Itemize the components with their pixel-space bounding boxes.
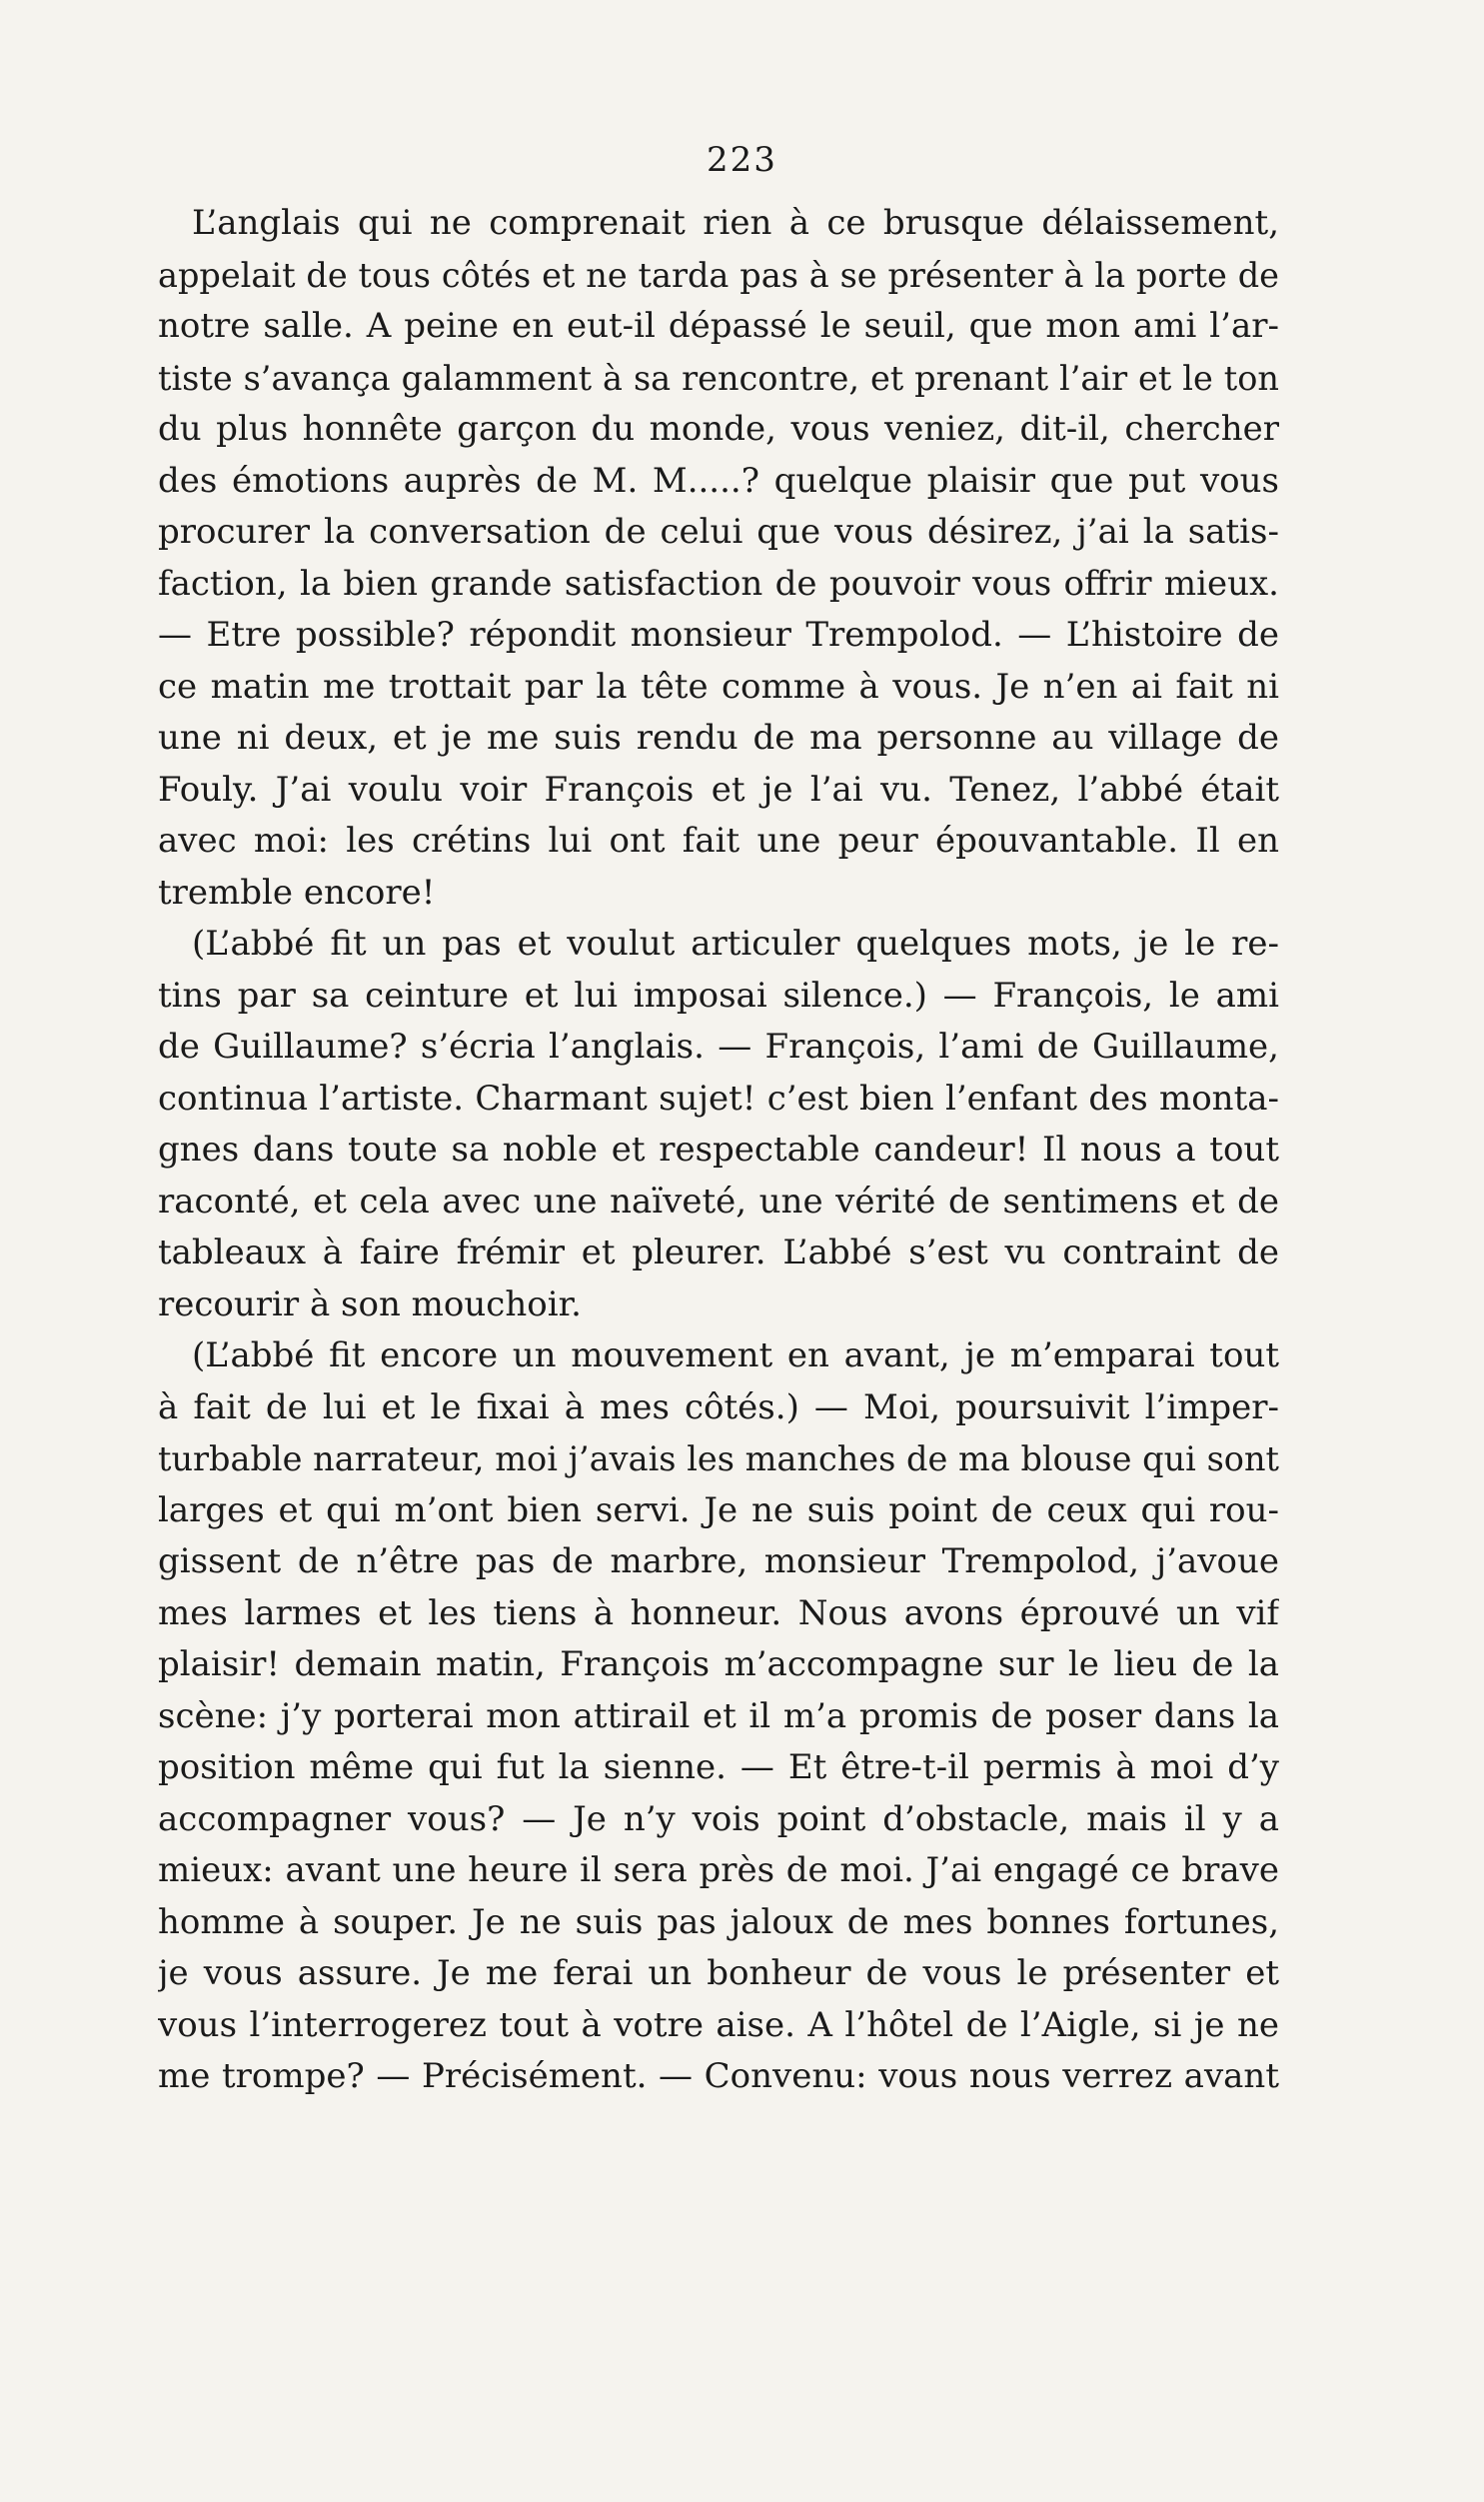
text-line: (L’abbé fit un pas et voulut articuler quelques mots, je le re- (192, 924, 1279, 964)
text-line: vous l’interrogerez tout à votre aise. A l’hôtel de l’Aigle, si je ne (158, 2004, 1279, 2045)
text-line: larges et qui m’ont bien servi. Je ne suis point de ceux qui rou- (158, 1489, 1279, 1530)
text-line: de Guillaume? s’écria l’anglais. — François, l’ami de Guillaume, (158, 1027, 1279, 1067)
text-line: (L’abbé fit encore un mouvement en avant, je m’emparai tout (192, 1335, 1279, 1375)
text-line: faction, la bien grande satisfaction de pouvoir vous offrir mieux. (158, 563, 1279, 604)
text-line: turbable narrateur, moi j’avais les manches de ma blouse qui sont (158, 1439, 1279, 1478)
text-line: avec moi: les crétins lui ont fait une peur épouvantable. Il en (158, 821, 1279, 861)
text-line: position même qui fut la sienne. — Et être-t-il permis à moi d’y (158, 1747, 1279, 1787)
text-line: tableaux à faire frémir et pleurer. L’abbé s’est vu contraint de (158, 1233, 1279, 1272)
text-line: raconté, et cela avec une naïveté, une vérité de sentimens et de (158, 1181, 1279, 1222)
text-line: scène: j’y porterai mon attirail et il m’a promis de poser dans la (158, 1695, 1279, 1736)
text-line: ce matin me trottait par la tête comme à vous. Je n’en ai fait ni (158, 666, 1279, 707)
text-line: je vous assure. Je me ferai un bonheur de vous le présenter et (158, 1953, 1279, 1993)
page-number: 223 (707, 140, 777, 180)
text-line: mieux: avant une heure il sera près de moi. J’ai engagé ce brave (158, 1850, 1279, 1890)
text-line: gissent de n’être pas de marbre, monsieur Trempolod, j’avoue (158, 1541, 1279, 1581)
text-line: tins par sa ceinture et lui imposai silence.) — François, le ami (158, 975, 1279, 1016)
text-line: L’anglais qui ne comprenait rien à ce brusque délaissement, (192, 203, 1279, 243)
text-line: à fait de lui et le fixai à mes côtés.) — Moi, poursuivit l’imper- (158, 1386, 1279, 1427)
text-line: du plus honnête garçon du monde, vous veniez, dit-il, chercher (158, 409, 1279, 449)
body-text (158, 198, 1279, 2103)
text-line: appelait de tous côtés et ne tarda pas à se présenter à la porte de (158, 255, 1279, 295)
text-line: gnes dans toute sa noble et respectable candeur! Il nous a tout (158, 1130, 1279, 1170)
text-line: tremble encore! (158, 872, 436, 913)
text-line: accompagner vous? — Je n’y vois point d’obstacle, mais il y a (158, 1798, 1279, 1839)
text-line: recourir à son mouchoir. (158, 1283, 582, 1324)
text-line: une ni deux, et je me suis rendu de ma personne au village de (158, 718, 1279, 758)
text-line: des émotions auprès de M. M.....? quelque plaisir que put vous (158, 460, 1279, 501)
text-line: plaisir! demain matin, François m’accompagne sur le lieu de la (158, 1644, 1279, 1684)
text-line: me trompe? — Précisément. — Convenu: vous nous verrez avant (158, 2056, 1279, 2096)
text-line: Fouly. J’ai voulu voir François et je l’ai vu. Tenez, l’abbé était (158, 769, 1279, 810)
text-line: notre salle. A peine en eut-il dépassé le seuil, que mon ami l’ar- (158, 306, 1279, 346)
text-line: tiste s’avança galamment à sa rencontre, et prenant l’air et le ton (158, 358, 1279, 398)
text-line: — Etre possible? répondit monsieur Trempolod. — L’histoire de (158, 615, 1279, 655)
text-line: procurer la conversation de celui que vous désirez, j’ai la satis- (158, 512, 1279, 552)
text-line: continua l’artiste. Charmant sujet! c’est bien l’enfant des monta- (158, 1078, 1279, 1119)
text-line: mes larmes et les tiens à honneur. Nous avons éprouvé un vif (158, 1592, 1279, 1633)
text-line: homme à souper. Je ne suis pas jaloux de mes bonnes fortunes, (158, 1901, 1279, 1942)
